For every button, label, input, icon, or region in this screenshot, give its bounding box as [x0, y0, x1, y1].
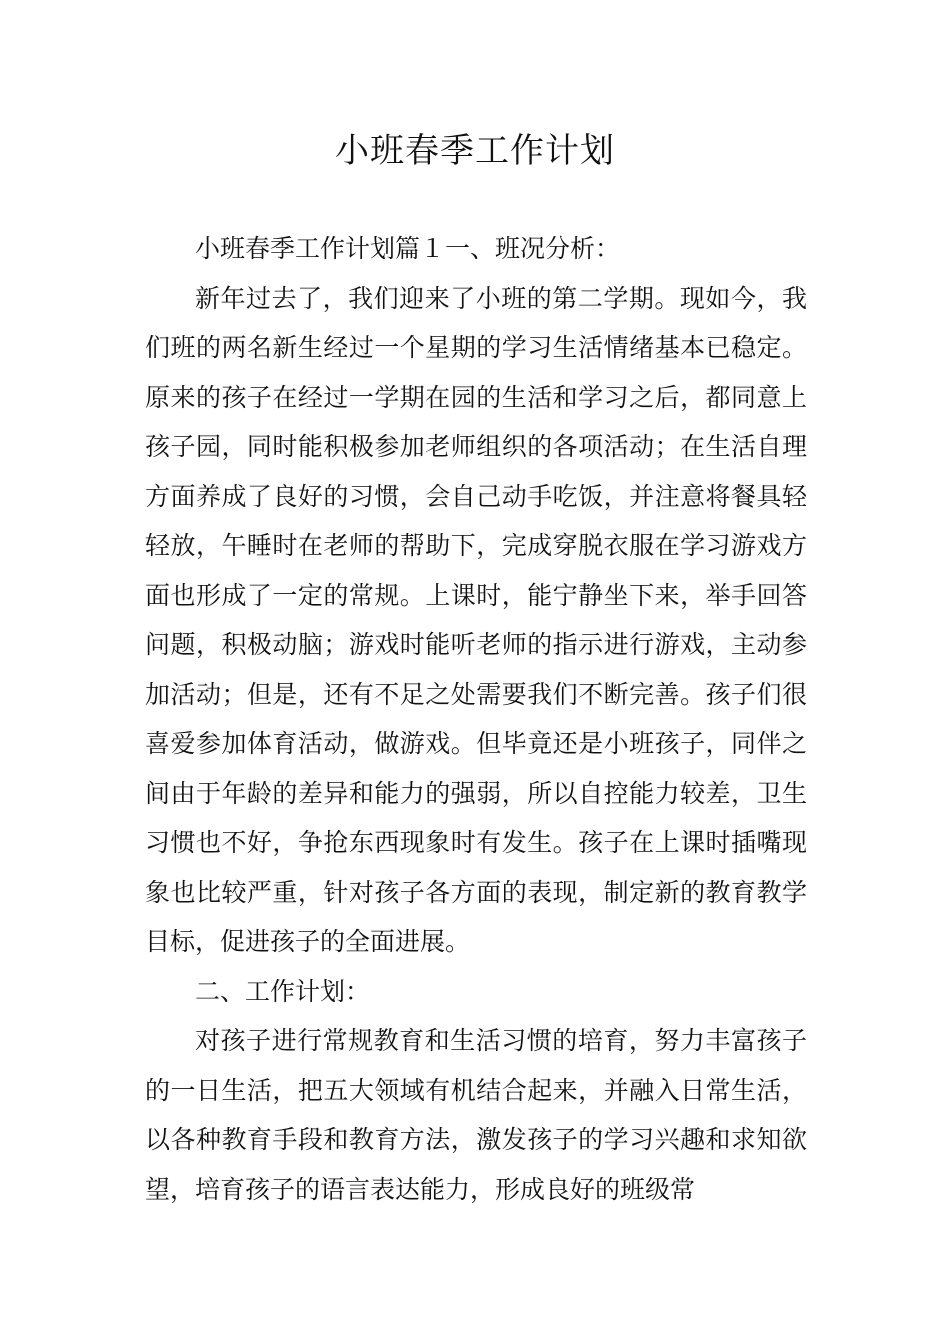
paragraph-work-plan: 对孩子进行常规教育和生活习惯的培育，努力丰富孩子的一日生活，把五大领域有机结合起来，并融入日常生活，以各种教育手段和教育方法，激发孩子的学习兴趣和求知欲望，培育孩子的语言表达能力，形成良好的班级常 — [145, 1026, 807, 1204]
paragraph-section-heading: 二、工作计划： — [195, 976, 371, 1006]
paragraph-class-analysis: 新年过去了，我们迎来了小班的第二学期。现如今，我们班的两名新生经过一个星期的学习生活情绪基本已稳定。原来的孩子在经过一学期在园的生活和学习之后，都同意上孩子园，同时能积极参加老师组织的各项活动；在生活自理方面养成了良好的习惯，会自己动手吃饭，并注意将餐具轻轻放，午睡时在老师的帮助下，完成穿脱衣服在学习游戏方面也形成了一定的常规。上课时，能宁静坐下来，举手回答问题，积极动脑；游戏时能听老师的指示进行游戏，主动参加活动；但是，还有不足之处需要我们不断完善。孩子们很喜爱参加体育活动，做游戏。但毕竟还是小班孩子，同伴之间由于年龄的差异和能力的强弱，所以自控能力较差，卫生习惯也不好，争抢东西现象时有发生。孩子在上课时插嘴现象也比较严重，针对孩子各方面的表现，制定新的教育教学目标，促进孩子的全面进展。 — [145, 283, 807, 956]
document-body — [145, 224, 807, 1214]
paragraph-intro: 小班春季工作计划篇１一、班况分析： — [195, 234, 621, 263]
document-title: 小班春季工作计划 — [335, 131, 615, 171]
